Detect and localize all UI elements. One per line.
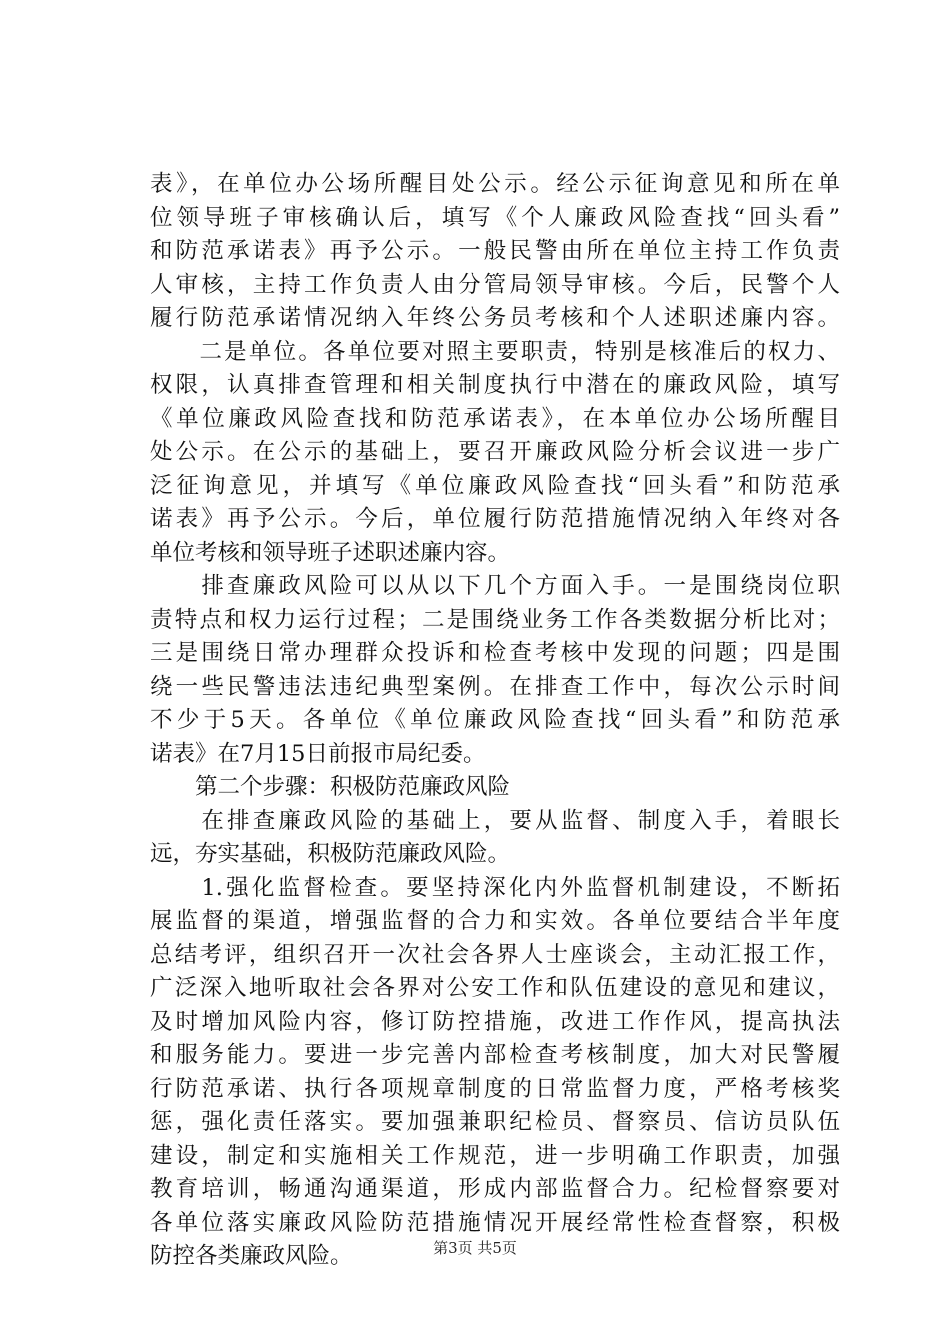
section-heading: 第二个步骤：积极防范廉政风险: [150, 774, 511, 800]
text-line: 1.强化监督检查。要坚持深化内外监督机制建设，不断拓: [150, 874, 840, 901]
text-line: 位领导班子审核确认后，填写《个人廉政风险查找“回头看”: [150, 204, 840, 231]
text-line: 单位考核和领导班子述职述廉内容。: [150, 539, 511, 566]
text-line: 泛征询意见，并填写《单位廉政风险查找“回头看”和防范承: [150, 472, 840, 499]
text-line: 总结考评，组织召开一次社会各界人士座谈会，主动汇报工作，: [150, 941, 840, 968]
text-line: 表》，在单位办公场所醒目处公示。经公示征询意见和所在单: [150, 171, 840, 197]
text-line: 三是围绕日常办理群众投诉和检查考核中发现的问题；四是围: [150, 640, 840, 666]
text-line: 《单位廉政风险查找和防范承诺表》，在本单位办公场所醒目: [150, 405, 840, 432]
text-line: 广泛深入地听取社会各界对公安工作和队伍建设的意见和建议，: [150, 975, 840, 1001]
text-line: 展监督的渠道，增强监督的合力和实效。各单位要结合半年度: [150, 908, 840, 934]
text-line: 在排查廉政风险的基础上，要从监督、制度入手，着眼长: [150, 807, 840, 834]
text-line: 各单位落实廉政风险防范措施情况开展经常性检查督察，积极: [150, 1209, 840, 1236]
text-line: 建设，制定和实施相关工作规范，进一步明确工作职责，加强: [150, 1142, 840, 1169]
text-line: 行防范承诺、执行各项规章制度的日常监督力度，严格考核奖: [150, 1075, 840, 1102]
page-number-footer: 第3页 共5页: [433, 1239, 517, 1257]
text-line: 防控各类廉政风险。: [150, 1243, 353, 1269]
text-line: 绕一些民警违法违纪典型案例。在排查工作中，每次公示时间: [150, 673, 840, 700]
text-line: 责特点和权力运行过程；二是围绕业务工作各类数据分析比对；: [150, 606, 840, 633]
text-line: 和服务能力。要进一步完善内部检查考核制度，加大对民警履: [150, 1042, 840, 1068]
text-line: 不少于5天。各单位《单位廉政风险查找“回头看”和防范承: [150, 707, 840, 733]
text-line: 排查廉政风险可以从以下几个方面入手。一是围绕岗位职: [150, 573, 840, 599]
text-line: 权限，认真排查管理和相关制度执行中潜在的廉政风险，填写: [150, 372, 840, 398]
text-line: 教育培训，畅通沟通渠道，形成内部监督合力。纪检督察要对: [150, 1176, 840, 1202]
text-line: 二是单位。各单位要对照主要职责，特别是核准后的权力、: [150, 338, 840, 365]
text-line: 履行防范承诺情况纳入年终公务员考核和个人述职述廉内容。: [150, 305, 840, 331]
body-text: [150, 168, 840, 1274]
text-line: 惩，强化责任落实。要加强兼职纪检员、督察员、信访员队伍: [150, 1109, 840, 1135]
text-line: 远，夯实基础，积极防范廉政风险。: [150, 841, 511, 867]
text-line: 和防范承诺表》再予公示。一般民警由所在单位主持工作负责: [150, 238, 840, 264]
text-line: 处公示。在公示的基础上，要召开廉政风险分析会议进一步广: [150, 439, 840, 465]
text-line: 诺表》在7月15日前报市局纪委。: [150, 740, 486, 767]
text-line: 及时增加风险内容，修订防控措施，改进工作作风，提高执法: [150, 1008, 840, 1035]
text-line: 诺表》再予公示。今后，单位履行防范措施情况纳入年终对各: [150, 506, 840, 532]
text-line: 人审核，主持工作负责人由分管局领导审核。今后，民警个人: [150, 271, 840, 298]
